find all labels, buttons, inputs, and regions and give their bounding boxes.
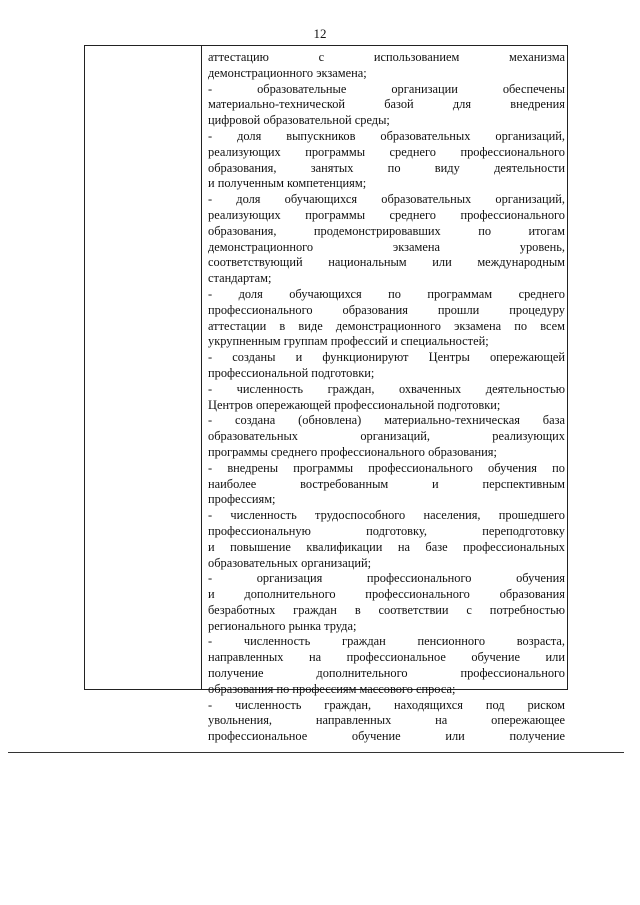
text-line: материально-технической базой для внедрения	[208, 97, 565, 112]
table-left-cell	[85, 46, 202, 689]
table-right-cell	[202, 46, 569, 744]
text-line: профессионального образования прошли процедуру	[208, 302, 565, 317]
text-line: - численность граждан, находящихся под риском	[208, 697, 565, 712]
text-line: и полученным компетенциям;	[208, 176, 367, 191]
text-line: - численность граждан пенсионного возраста,	[208, 634, 565, 649]
text-line: образовательных организаций, реализующих	[208, 429, 565, 444]
text-line: образования, продемонстрировавших по итогам	[208, 223, 565, 238]
text-line: регионального рынка труда;	[208, 618, 357, 633]
text-line: - создана (обновлена) материально-техническая база	[208, 413, 565, 428]
page-number: 12	[313, 26, 327, 41]
text-line: образования по профессиям массового спроса;	[208, 681, 456, 696]
text-line: - доля выпускников образовательных организаций,	[208, 128, 565, 143]
text-line: программы среднего профессионального образования;	[208, 444, 497, 459]
text-line: получение дополнительного профессионального	[208, 666, 565, 681]
text-line: аттестацию с использованием механизма	[208, 50, 565, 64]
text-line: реализующих программы среднего профессионального	[208, 207, 565, 222]
text-line: - внедрены программы профессионального обучения по	[208, 460, 565, 475]
text-line: - доля обучающихся образовательных организаций,	[208, 192, 565, 207]
content-table	[84, 45, 568, 744]
text-line: - численность трудоспособного населения, прошедшего	[208, 508, 565, 523]
text-line: направленных на профессиональное обучение или	[208, 650, 565, 665]
text-line: увольнения, направленных на опережающее	[208, 713, 565, 728]
text-line: - доля обучающихся по программам среднего	[208, 286, 565, 301]
text-line: образования, занятых по виду деятельности	[208, 160, 565, 175]
text-line: профессиональное обучение или получение	[208, 729, 565, 744]
text-line: и повышение квалификации на базе профессиональных	[208, 539, 565, 554]
text-line: образовательных организаций;	[208, 555, 372, 570]
page-bottom-rule	[8, 752, 624, 753]
text-line: стандартам;	[208, 271, 272, 286]
text-line: профессиональную подготовку, переподготовку	[208, 523, 565, 538]
text-line: - образовательные организации обеспечены	[208, 81, 565, 96]
text-line: цифровой образовательной среды;	[208, 113, 390, 128]
text-line: профессиональной подготовки;	[208, 365, 375, 380]
text-line: - организация профессионального обучения	[208, 571, 565, 586]
text-line: демонстрационного экзамена уровень,	[208, 239, 565, 254]
text-line: профессиям;	[208, 492, 276, 507]
text-line: соответствующий национальным или международным	[208, 255, 565, 270]
text-line: Центров опережающей профессиональной подготовки;	[208, 397, 501, 412]
text-line: укрупненным группам профессий и специальностей;	[208, 334, 489, 349]
text-line: безработных граждан в соответствии с потребностью	[208, 602, 565, 617]
text-line: и дополнительного профессионального образования	[208, 587, 565, 602]
text-line: демонстрационного экзамена;	[208, 65, 367, 80]
text-line: - численность граждан, охваченных деятельностью	[208, 381, 565, 396]
text-line: наиболее востребованным и перспективным	[208, 476, 565, 491]
text-line: аттестации в виде демонстрационного экзамена по всем	[208, 318, 565, 333]
text-line: - созданы и функционируют Центры опережающей	[208, 350, 565, 365]
text-line: реализующих программы среднего профессионального	[208, 144, 565, 159]
